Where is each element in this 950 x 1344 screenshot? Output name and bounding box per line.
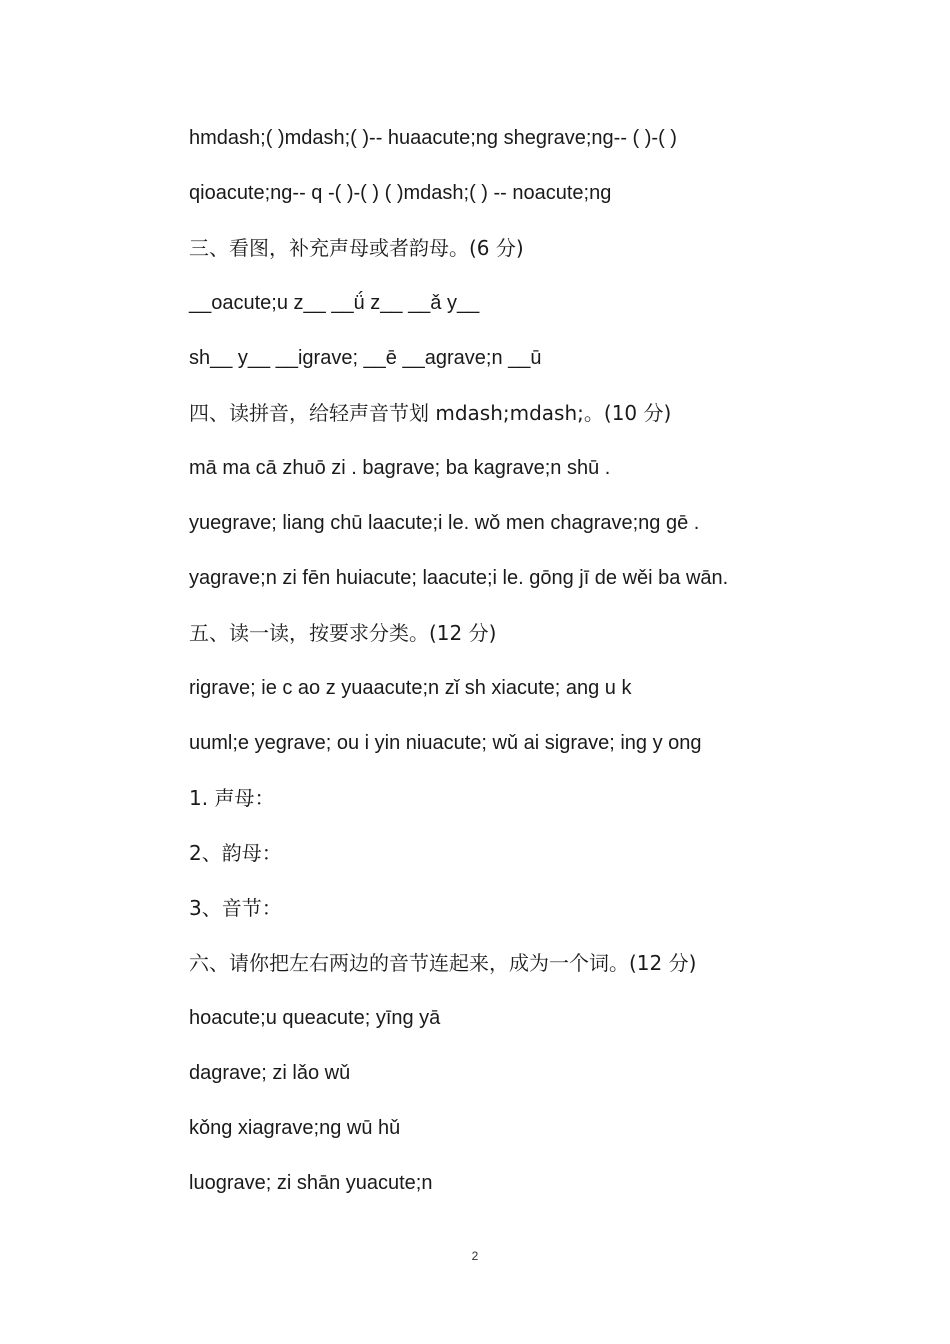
text-line-17: hoacute;u queacute; yīng yā	[189, 1007, 441, 1029]
text-line-8: yuegrave; liang chū laacute;i le. wǒ men chagrave;ng gē .	[189, 512, 700, 534]
list-item-3: 3、音节：	[189, 896, 282, 920]
section-heading-4: 四、读拼音，给轻声音节划 mdash;mdash;。(10 分)	[189, 401, 672, 425]
text-line-1: hmdash;( )mdash;( )-- huaacute;ng shegrave;ng-- ( )-( )	[189, 127, 677, 149]
text-line-9: yagrave;n zi fēn huiacute; laacute;i le. gōng jī de wěi ba wān.	[189, 567, 729, 589]
section-heading-6: 六、请你把左右两边的音节连起来，成为一个词。(12 分)	[189, 951, 697, 975]
section-heading-5: 五、读一读，按要求分类。(12 分)	[189, 621, 497, 645]
text-line-12: uuml;e yegrave; ou i yin niuacute; wǔ ai sigrave; ing y ong	[189, 732, 702, 754]
list-item-1: 1. 声母：	[189, 786, 275, 810]
text-line-11: rigrave; ie c ao z yuaacute;n zǐ sh xiacute; ang u k	[189, 677, 632, 699]
text-line-20: luograve; zi shān yuacute;n	[189, 1172, 433, 1194]
page-number: 2	[471, 1249, 479, 1263]
text-line-19: kǒng xiagrave;ng wū hǔ	[189, 1117, 401, 1139]
list-item-2: 2、韵母：	[189, 841, 282, 865]
section-heading-3: 三、看图，补充声母或者韵母。(6 分)	[189, 236, 524, 260]
text-line-18: dagrave; zi lǎo wǔ	[189, 1062, 351, 1084]
text-line-5: sh__ y__ __igrave; __ē __agrave;n __ū	[189, 347, 542, 369]
text-line-7: mā ma cā zhuō zi . bagrave; ba kagrave;n shū .	[189, 457, 611, 479]
text-line-2: qioacute;ng-- q -( )-( ) ( )mdash;( ) -- noacute;ng	[189, 182, 612, 204]
text-line-4: __oacute;u z__ __ǘ z__ __ǎ y__	[189, 292, 480, 314]
